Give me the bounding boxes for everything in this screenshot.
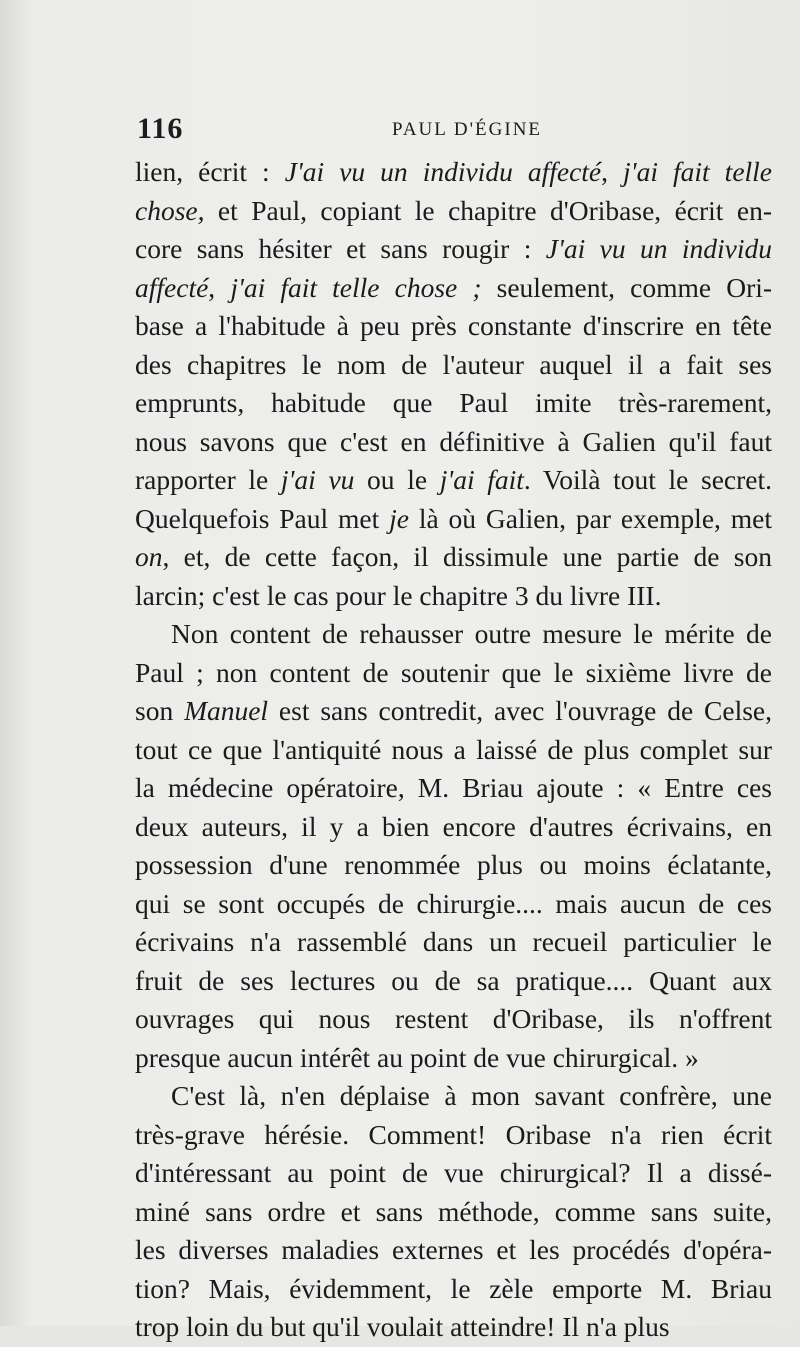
text-run: C'est là, n'en déplaise à mon savant confrère, une [171,1080,772,1111]
text-line [135,654,772,693]
text-run: nous savons que c'est en définitive à Galien qu'il faut [135,425,772,457]
text-line [135,923,772,962]
text-line [135,1231,772,1270]
text-run: lien, écrit : [135,156,285,187]
text-line [135,885,772,924]
text-run: qui se sont occupés de chirurgie.... mais aucun de ces [135,887,772,919]
text-line [135,692,772,731]
text-line [135,269,772,308]
text-run: , [208,271,231,303]
text-line [135,1116,772,1155]
text-line [135,808,772,847]
text-line [135,1000,772,1039]
text-run: son [135,695,185,726]
text-run: d'intéressant au point de vue chirurgical? Il a dissé- [135,1157,772,1188]
text-run: possession d'une renommée plus ou moins éclatante, [135,849,772,880]
text-run: . Voilà tout le secret. [523,464,772,495]
text-run: Non content de rehausser outre mesure le mérite de [171,618,772,649]
text-run: fruit de ses lectures ou de sa pratique.... Quant aux [135,964,772,996]
text-run: core sans hésiter et sans rougir : [135,233,546,264]
page-number: 116 [137,112,184,145]
text-run: base a l'habitude à peu près constante d'inscrire en tête [135,310,772,341]
text-run: trop loin du but qu'il voulait atteindre! Il n'a plus [135,1311,670,1342]
text-run: là où Galien, par exemple, met [408,502,772,534]
text-line [135,731,772,770]
text-run: larcin; c'est le cas pour le chapitre 3 du livre III. [135,579,662,611]
italic-run: Manuel [184,695,269,726]
italic-run: j'ai fait telle [623,156,773,187]
text-run: et Paul, copiant le chapitre d'Oribase, écrit en- [204,194,772,226]
text-line [135,461,772,500]
text-line [135,192,772,231]
italic-run: J'ai vu un individu affecté [284,156,602,187]
text-line [135,1270,772,1309]
text-run: ou le [354,464,440,495]
italic-run: j'ai fait telle chose ; [230,271,482,303]
text-line [135,346,772,385]
running-title: PAUL D'ÉGINE [392,119,543,140]
text-run: tion? Mais, évidemment, le zèle emporte M. Briau [135,1272,772,1304]
text-line [135,230,772,269]
text-run: tout ce que l'antiquité nous a laissé de plus complet sur [135,733,772,765]
italic-run: affecté [135,271,209,303]
text-line [135,1039,772,1078]
text-run: des chapitres le nom de l'auteur auquel il a fait ses [135,348,772,380]
italic-run: je [389,502,409,534]
text-line [135,500,772,539]
text-run: Paul ; non content de soutenir que le sixième livre de [135,656,772,688]
italic-run: j'ai vu [280,464,355,495]
body-text [135,153,772,1347]
italic-run: J'ai vu un individu [545,233,772,264]
text-line [135,538,772,577]
text-run: rapporter le [135,464,281,495]
text-run: Quelquefois Paul met [135,502,390,534]
text-run: presque aucun intérêt au point de vue chirurgical. » [135,1041,699,1073]
text-run: la médecine opératoire, M. Briau ajoute : « Entre ces [135,772,772,803]
text-line [135,1193,772,1232]
page-header [137,112,768,148]
text-line [135,1154,772,1193]
text-run: très-grave hérésie. Comment! Oribase n'a rien écrit [135,1118,772,1150]
text-line [135,1077,772,1116]
text-line [135,846,772,885]
text-run: seulement, comme Ori- [481,271,773,303]
text-run: les diverses maladies externes et les procédés d'opéra- [135,1234,772,1265]
text-line [135,307,772,346]
text-run: , [601,156,624,187]
text-run: , et, de cette façon, il dissimule une partie de son [162,541,772,572]
text-run: ouvrages qui nous restent d'Oribase, ils n'offrent [135,1003,772,1034]
text-run: deux auteurs, il y a bien encore d'autres écrivains, en [135,810,772,842]
text-run: écrivains n'a rassemblé dans un recueil particulier le [135,926,772,957]
text-run: miné sans ordre et sans méthode, comme sans suite, [135,1195,772,1227]
italic-run: chose, [135,194,205,226]
text-line [135,577,772,616]
text-line [135,1308,772,1347]
italic-run: on [135,541,163,572]
text-line [135,384,772,423]
text-line [135,153,772,192]
text-run: est sans contredit, avec l'ouvrage de Celse, [268,695,773,726]
text-line [135,615,772,654]
text-line [135,423,772,462]
text-line [135,769,772,808]
text-line [135,962,772,1001]
italic-run: j'ai fait [439,464,524,495]
text-run: emprunts, habitude que Paul imite très-rarement, [135,387,772,418]
